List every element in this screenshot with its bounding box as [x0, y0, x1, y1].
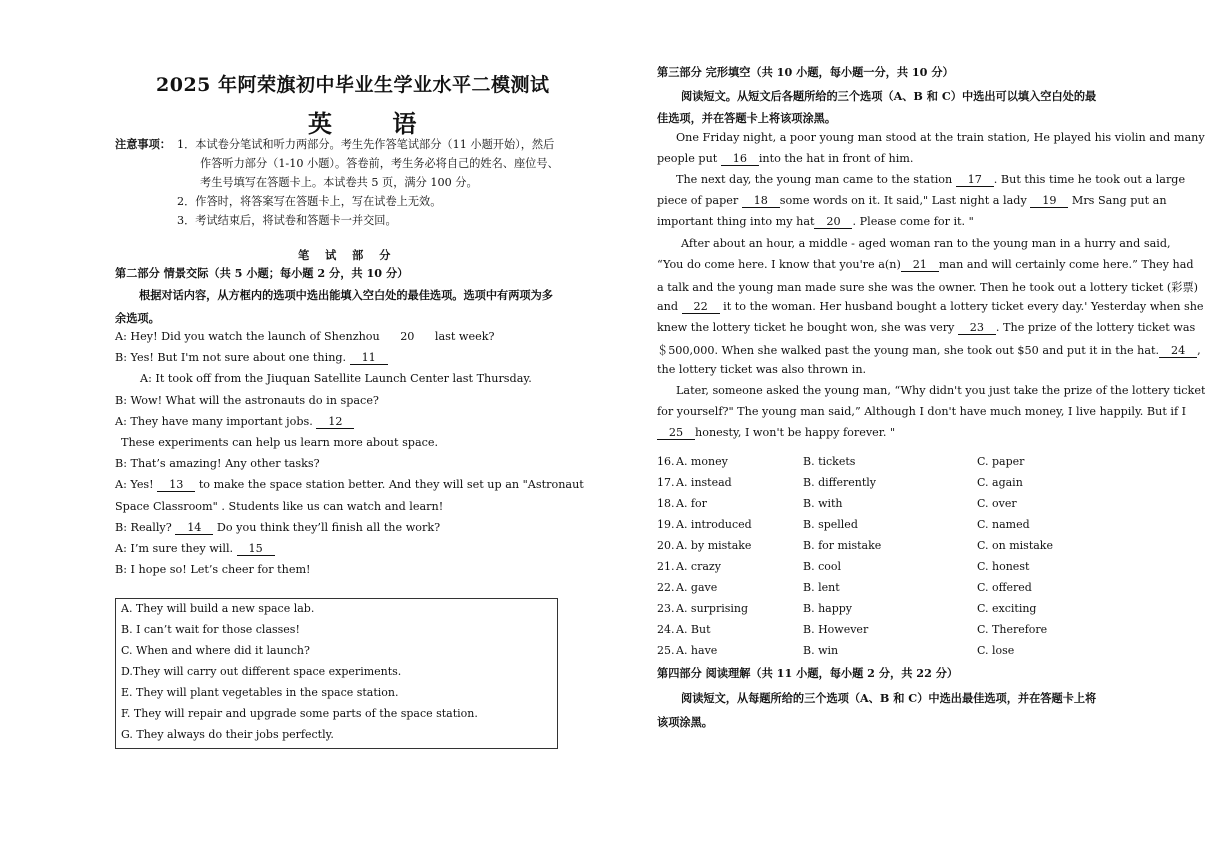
- dialogue-text: A: Yes!: [115, 478, 154, 492]
- passage-text: The next day, the young man came to the station: [676, 173, 956, 187]
- dialogue-line: [115, 478, 590, 492]
- choice-b: B. differently: [803, 476, 876, 489]
- dialogue-line: [115, 415, 590, 429]
- choice-a: A. by mistake: [676, 539, 752, 552]
- passage-text: honesty, I won't be happy forever. ": [695, 426, 896, 440]
- part2-instruction-2: 余选项。: [115, 311, 160, 325]
- dialogue-text: B: Wow! What will the astronauts do in space?: [115, 393, 379, 407]
- question-number: 16.: [657, 455, 675, 468]
- question-number: 25.: [657, 644, 675, 657]
- dialogue-line: [140, 372, 590, 385]
- option-item: F. They will repair and upgrade some parts of the space station.: [121, 707, 478, 720]
- cloze-passage: [657, 131, 1205, 451]
- passage-line: [676, 384, 1205, 398]
- dialogue-line: [115, 394, 590, 407]
- notes-label: 注意事项：: [115, 137, 171, 151]
- passage-text: it to the woman. Her husband bought a lottery ticket every day.' Yesterday when she: [719, 299, 1204, 313]
- choice-a: A. surprising: [676, 602, 749, 615]
- cloze-questions: [657, 455, 1135, 660]
- answer-blank: 25: [657, 426, 695, 440]
- choice-c: C. on mistake: [977, 539, 1053, 552]
- dialogue-text: A: Hey! Did you watch the launch of Shenzhou: [115, 330, 380, 343]
- passage-line: [676, 131, 1205, 144]
- dialogue-text: B: That’s amazing! Any other tasks?: [115, 457, 320, 471]
- passage-text: One Friday night, a poor young man stood at the train station, He played his violin and many: [676, 131, 1205, 144]
- question-number: 19.: [657, 518, 675, 531]
- answer-blank: 11: [350, 351, 388, 365]
- dialogue-line: [115, 500, 590, 513]
- passage-text: knew the lottery ticket he bought won, she was very: [657, 320, 958, 334]
- answer-blank: 14: [175, 521, 213, 535]
- dialogue-text: B: I hope so! Let’s cheer for them!: [115, 563, 311, 577]
- answer-blank: 12: [316, 415, 354, 429]
- passage-line: [657, 426, 1135, 440]
- part3-instruction-1: 阅读短文。从短文后各题所给的三个选项（A、B 和 C）中选出可以填入空白处的最: [681, 89, 1097, 103]
- passage-line: [657, 152, 1135, 166]
- choice-c: C. named: [977, 518, 1030, 531]
- dialogue-line: [115, 542, 590, 556]
- notes-line-3: 3．考试结束后，将试卷和答题卡一并交回。: [177, 214, 397, 227]
- answer-blank: 24: [1159, 344, 1197, 358]
- answer-blank: 20: [400, 330, 415, 343]
- dialogue-text: These experiments can help us learn more about space.: [121, 436, 439, 449]
- answer-blank: 13: [157, 478, 195, 492]
- choice-b: B. cool: [803, 560, 842, 573]
- choice-a: A. But: [676, 623, 711, 636]
- passage-line: [657, 279, 1198, 295]
- choice-b: B. tickets: [803, 455, 856, 468]
- answer-blank: 17: [956, 173, 994, 187]
- choice-c: C. again: [977, 476, 1023, 489]
- question-number: 18.: [657, 497, 675, 510]
- passage-text: and: [657, 299, 682, 313]
- option-item: B. I can’t wait for those classes!: [121, 623, 300, 636]
- dialogue-line: [115, 563, 590, 576]
- passage-text: . The prize of the lottery ticket was: [995, 320, 1196, 334]
- choice-c: C. exciting: [977, 602, 1037, 615]
- choice-a: A. instead: [676, 476, 732, 489]
- passage-text: “You do come here. I know that you're a(n): [657, 257, 901, 271]
- choice-a: A. have: [676, 644, 718, 657]
- option-item: C. When and where did it launch?: [121, 644, 310, 657]
- choice-b: B. lent: [803, 581, 840, 594]
- answer-blank: 16: [721, 152, 759, 166]
- answer-blank: 23: [958, 321, 996, 335]
- dialogue-line: [115, 521, 590, 535]
- choice-c: C. offered: [977, 581, 1032, 594]
- passage-text: the lottery ticket was also thrown in.: [657, 363, 867, 377]
- question-number: 21.: [657, 560, 675, 573]
- notes-line-2: 2．作答时，将答案写在答题卡上，写在试卷上无效。: [177, 195, 442, 208]
- dialogue-text: B: Really?: [115, 520, 172, 534]
- question-number: 24.: [657, 623, 675, 636]
- exam-title: 2025 年阿荣旗初中毕业生学业水平二模测试: [156, 74, 550, 96]
- choice-a: A. crazy: [676, 560, 721, 573]
- subject-title: 英 语: [308, 109, 443, 138]
- dialogue-line: [115, 351, 590, 365]
- notes-line-1c: 考生号填写在答题卡上。本试卷共 5 页，满分 100 分。: [200, 176, 478, 189]
- answer-blank: 20: [814, 215, 852, 229]
- passage-text: a talk and the young man made sure she was the owner. Then he took out a lottery ticket (彩票): [657, 280, 1198, 294]
- passage-line: [657, 194, 1167, 208]
- choice-b: B. However: [803, 623, 869, 636]
- passage-text: ＄500,000. When she walked past the young man, she took out $50 and put it in the hat.: [657, 344, 1160, 357]
- passage-text: . But this time he took out a large: [993, 173, 1186, 187]
- choice-b: B. win: [803, 644, 839, 657]
- dialogue-text: Do you think they’ll finish all the work?: [216, 520, 441, 534]
- choice-b: B. with: [803, 497, 843, 510]
- choice-c: C. paper: [977, 455, 1025, 468]
- notes-line-1: 1．本试卷分笔试和听力两部分。考生先作答笔试部分（11 小题开始），然后: [177, 138, 555, 151]
- part4-heading: 第四部分 阅读理解（共 11 小题，每小题 2 分，共 22 分）: [657, 666, 959, 680]
- passage-line: [657, 342, 1201, 358]
- dialogue-text: B: Yes! But I'm not sure about one thing.: [115, 351, 347, 365]
- choice-c: C. honest: [977, 560, 1030, 573]
- passage-line: [657, 363, 1135, 376]
- passage-text: man and will certainly come here.” They had: [938, 257, 1194, 271]
- part4-instruction-1: 阅读短文，从每题所给的三个选项（A、B 和 C）中选出最佳选项，并在答题卡上将: [681, 691, 1097, 705]
- dialogue-text: A: I’m sure they will.: [115, 542, 234, 555]
- dialogue-line: [115, 457, 590, 470]
- choice-a: A. money: [676, 455, 728, 468]
- choice-b: B. spelled: [803, 518, 858, 531]
- passage-line: [681, 236, 1171, 250]
- written-part-heading: 笔 试 部 分: [298, 248, 397, 262]
- dialogue-text: A: It took off from the Jiuquan Satellite Launch Center last Thursday.: [140, 372, 532, 386]
- choice-b: B. for mistake: [803, 539, 882, 552]
- passage-line: [657, 320, 1196, 335]
- option-item: A. They will build a new space lab.: [121, 602, 315, 615]
- passage-text: some words on it. It said," Last night a lady: [779, 194, 1031, 208]
- option-item: E. They will plant vegetables in the space station.: [121, 686, 399, 699]
- option-item: G. They always do their jobs perfectly.: [121, 728, 334, 741]
- question-number: 23.: [657, 602, 675, 615]
- part4-instruction-2: 该项涂黑。: [657, 715, 713, 729]
- dialogue-text: to make the space station better. And they will set up an "Astronaut: [198, 478, 584, 492]
- passage-text: into the hat in front of him.: [758, 152, 914, 166]
- answer-blank: 18: [742, 194, 780, 208]
- answer-blank: 19: [1030, 194, 1068, 208]
- passage-text: piece of paper: [657, 194, 742, 208]
- question-number: 22.: [657, 581, 675, 594]
- part2-instruction-1: 根据对话内容，从方框内的选项中选出能填入空白处的最佳选项。选项中有两项为多: [139, 288, 553, 302]
- dialogue: [115, 330, 590, 590]
- passage-text: ,: [1197, 344, 1201, 357]
- question-number: 17.: [657, 476, 675, 489]
- passage-text: Mrs Sang put an: [1068, 194, 1167, 208]
- dialogue-line: [115, 330, 590, 343]
- passage-text: important thing into my hat: [657, 215, 815, 229]
- passage-text: After about an hour, a middle - aged woman ran to the young man in a hurry and said,: [681, 236, 1171, 250]
- passage-text: people put: [657, 152, 721, 166]
- dialogue-text: last week?: [434, 330, 495, 343]
- part2-heading: 第二部分 情景交际（共 5 小题；每小题 2 分，共 10 分）: [115, 266, 409, 280]
- part3-instruction-2: 佳选项，并在答题卡上将该项涂黑。: [657, 111, 837, 125]
- passage-line: [657, 257, 1194, 272]
- part3-heading: 第三部分 完形填空（共 10 小题，每小题一分，共 10 分）: [657, 65, 954, 79]
- option-item: D.They will carry out different space experiments.: [121, 665, 402, 678]
- answer-blank: 15: [237, 542, 275, 556]
- choice-a: A. for: [676, 497, 707, 510]
- dialogue-line: [121, 436, 590, 449]
- passage-line: [657, 405, 1187, 419]
- answer-blank: 21: [901, 258, 939, 272]
- passage-line: [676, 173, 1186, 187]
- dialogue-text: A: They have many important jobs.: [115, 414, 313, 428]
- choice-c: C. Therefore: [977, 623, 1048, 636]
- dialogue-text: Space Classroom" . Students like us can watch and learn!: [115, 499, 444, 513]
- notes-line-1b: 作答听力部分（1-10 小题）。答卷前，考生务必将自己的姓名、座位号、: [200, 157, 559, 170]
- question-number: 20.: [657, 539, 675, 552]
- passage-line: [657, 299, 1204, 314]
- choice-a: A. gave: [676, 581, 718, 594]
- choice-b: B. happy: [803, 602, 853, 615]
- answer-blank: 22: [682, 300, 720, 314]
- passage-text: . Please come for it. ": [852, 215, 974, 229]
- choice-a: A. introduced: [676, 518, 752, 531]
- passage-text: for yourself?" The young man said,” Although I don't have much money, I live happily. But if I: [657, 405, 1187, 419]
- choice-c: C. over: [977, 497, 1017, 510]
- passage-text: Later, someone asked the young man, “Why didn't you just take the prize of the lottery ticket: [676, 384, 1205, 398]
- choice-c: C. lose: [977, 644, 1015, 657]
- passage-line: [657, 215, 1135, 229]
- options-box: [115, 598, 558, 749]
